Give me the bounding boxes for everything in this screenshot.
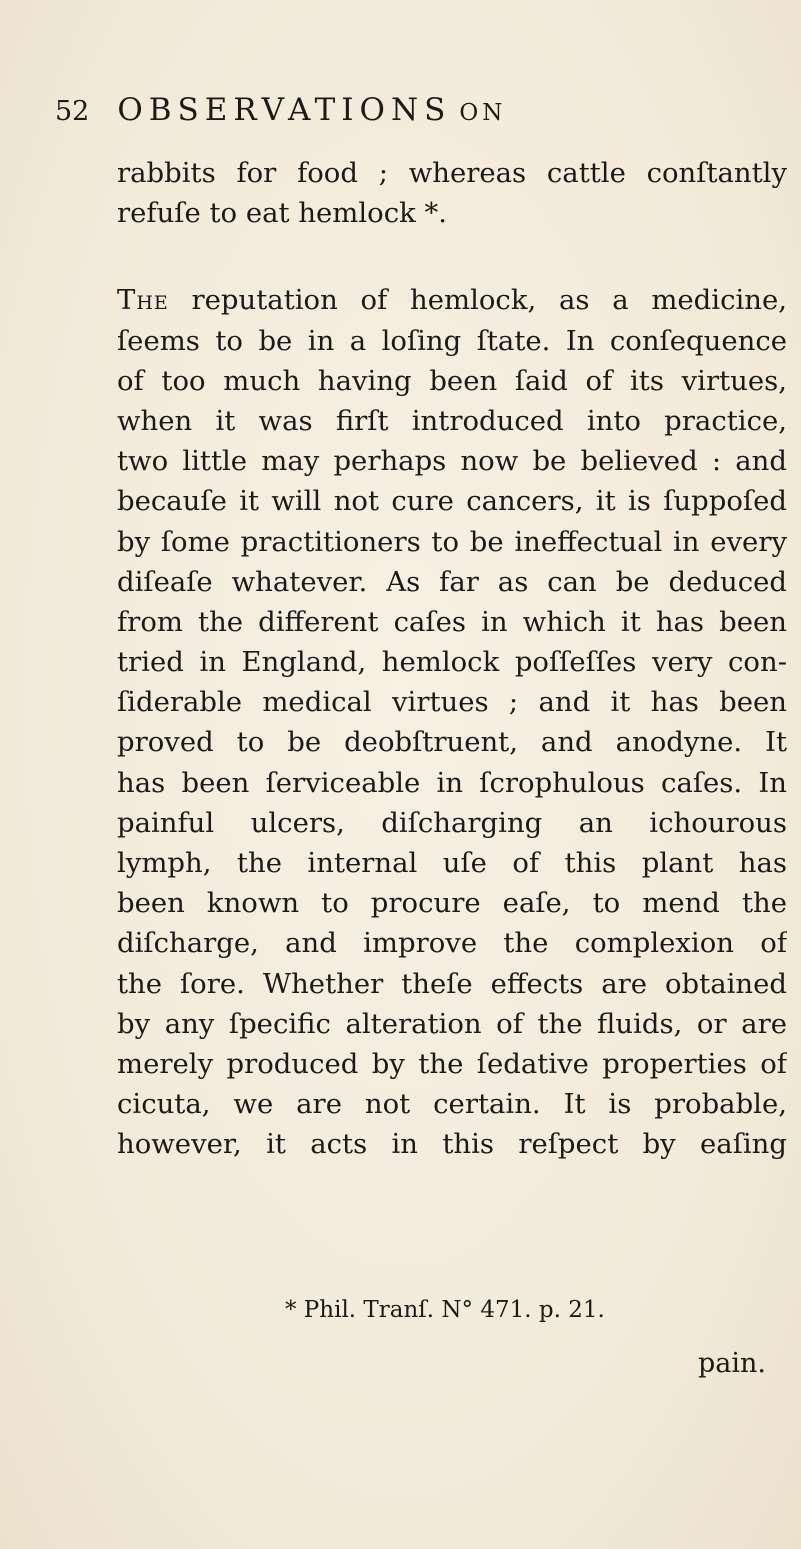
- text-line: of too much having been ſaid of its virtues,: [117, 364, 787, 397]
- text-line: diſcharge, and improve the complexion of: [117, 927, 787, 960]
- text-line: proved to be deobſtruent, and anodyne. It: [117, 726, 787, 759]
- text-line: becauſe it will not cure cancers, it is ſuppoſed: [117, 485, 787, 518]
- text-line: lymph, the internal uſe of this plant has: [117, 847, 787, 879]
- text-line: two little may perhaps now be believed : and: [117, 445, 787, 478]
- running-head-suffix: ON: [459, 100, 507, 126]
- body-text: [117, 153, 787, 1165]
- text-line: from the different caſes in which it has been: [117, 605, 787, 638]
- paragraph-initial-word: The: [117, 284, 169, 317]
- text-line: has been ſerviceable in ſcrophulous caſes. In: [117, 766, 787, 799]
- text-line: by any ſpecific alteration of the fluids, or are: [117, 1007, 787, 1040]
- text-line: merely produced by the ſedative properties of: [117, 1047, 787, 1080]
- text-line: been known to procure eaſe, to mend the: [117, 887, 787, 920]
- running-head: OBSERVATIONS: [117, 92, 452, 128]
- text-line: [117, 280, 787, 320]
- text-line: when it was firſt introduced into practice,: [117, 404, 787, 437]
- text-line: painful ulcers, diſcharging an ichourous: [117, 806, 787, 839]
- page-header: [55, 92, 506, 142]
- catchword: pain.: [698, 1348, 766, 1379]
- text-line: cicuta, we are not certain. It is probable,: [117, 1088, 787, 1121]
- text-line: rabbits for food ; whereas cattle conſtantly: [117, 157, 787, 189]
- footnote: * Phil. Tranſ. N° 471. p. 21.: [285, 1297, 605, 1323]
- text-line: by ſome practitioners to be ineffectual in every: [117, 525, 787, 558]
- text-line-rest: reputation of hemlock, as a medicine,: [168, 284, 787, 317]
- text-line: tried in England, hemlock poſſeſſes very con-: [117, 646, 787, 679]
- text-line: ſeems to be in a loſing ſtate. In conſequence: [117, 324, 787, 357]
- text-line: however, it acts in this reſpect by eaſing: [117, 1128, 787, 1161]
- text-line: ſiderable medical virtues ; and it has been: [117, 686, 787, 719]
- page-number: 52: [55, 96, 90, 127]
- text-line: diſeaſe whatever. As far as can be deduced: [117, 565, 787, 598]
- text-line: refuſe to eat hemlock *.: [117, 197, 448, 230]
- text-line: the ſore. Whether theſe effects are obtained: [117, 967, 787, 1000]
- paragraph-gap: [117, 233, 787, 280]
